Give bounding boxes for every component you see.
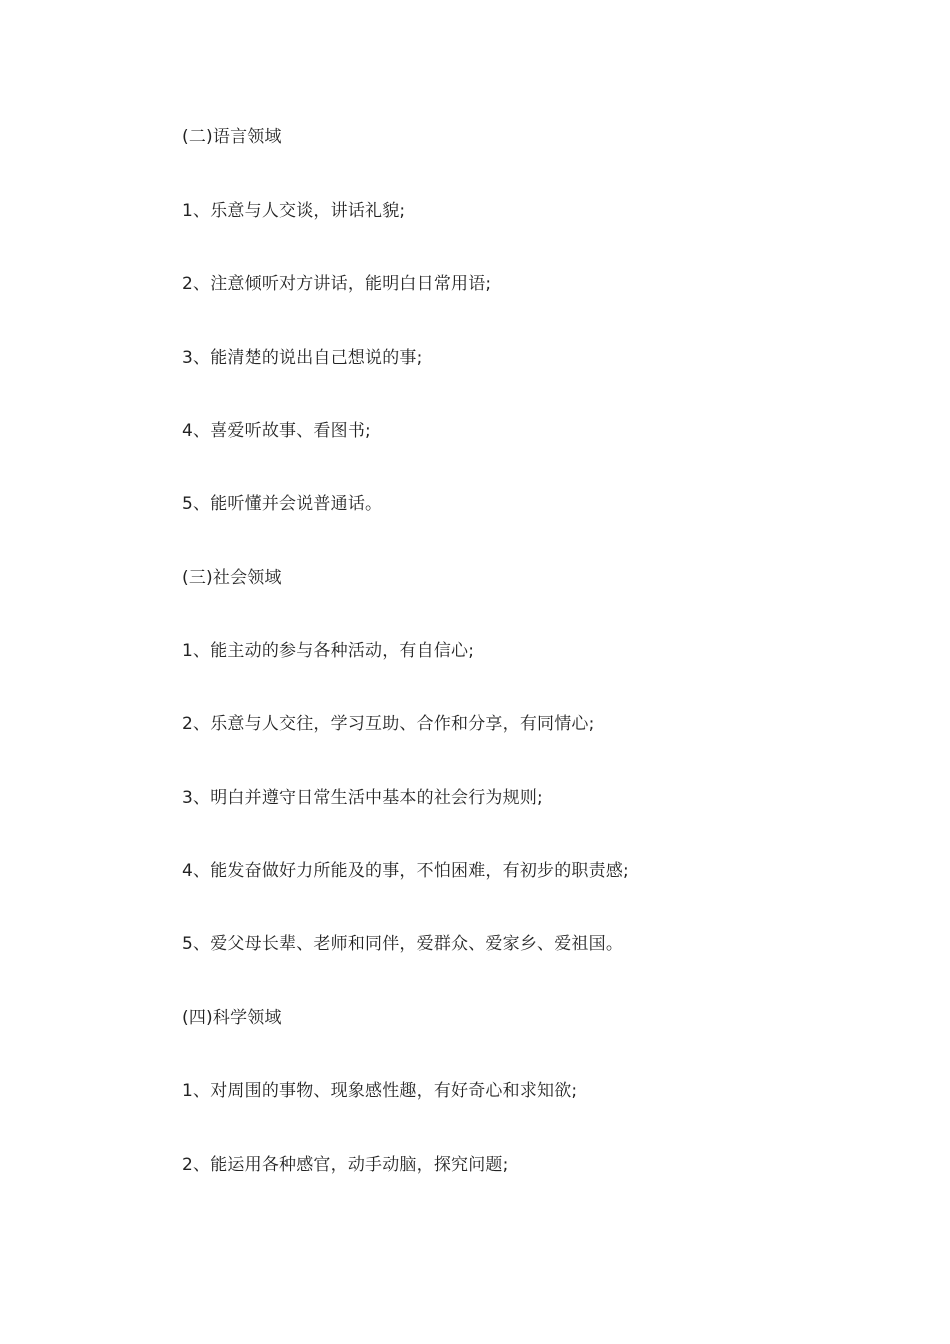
section-heading-language: (二)语言领域	[182, 127, 282, 147]
section-heading-social: (三)社会领域	[182, 568, 282, 588]
section-heading-science: (四)科学领域	[182, 1008, 282, 1028]
list-item: 4、喜爱听故事、看图书;	[182, 421, 371, 441]
list-item: 5、爱父母长辈、老师和同伴，爱群众、爱家乡、爱祖国。	[182, 934, 624, 954]
list-item: 2、注意倾听对方讲话，能明白日常用语;	[182, 274, 492, 294]
list-item: 1、能主动的参与各种活动，有自信心;	[182, 641, 475, 661]
list-item: 2、乐意与人交往，学习互助、合作和分享，有同情心;	[182, 714, 595, 734]
list-item: 1、对周围的事物、现象感性趣，有好奇心和求知欲;	[182, 1081, 578, 1101]
list-item: 2、能运用各种感官，动手动脑，探究问题;	[182, 1155, 509, 1175]
list-item: 1、乐意与人交谈，讲话礼貌;	[182, 201, 406, 221]
list-item: 5、能听懂并会说普通话。	[182, 494, 383, 514]
list-item: 3、明白并遵守日常生活中基本的社会行为规则;	[182, 788, 543, 808]
list-item: 3、能清楚的说出自己想说的事;	[182, 348, 423, 368]
list-item: 4、能发奋做好力所能及的事，不怕困难，有初步的职责感;	[182, 861, 629, 881]
